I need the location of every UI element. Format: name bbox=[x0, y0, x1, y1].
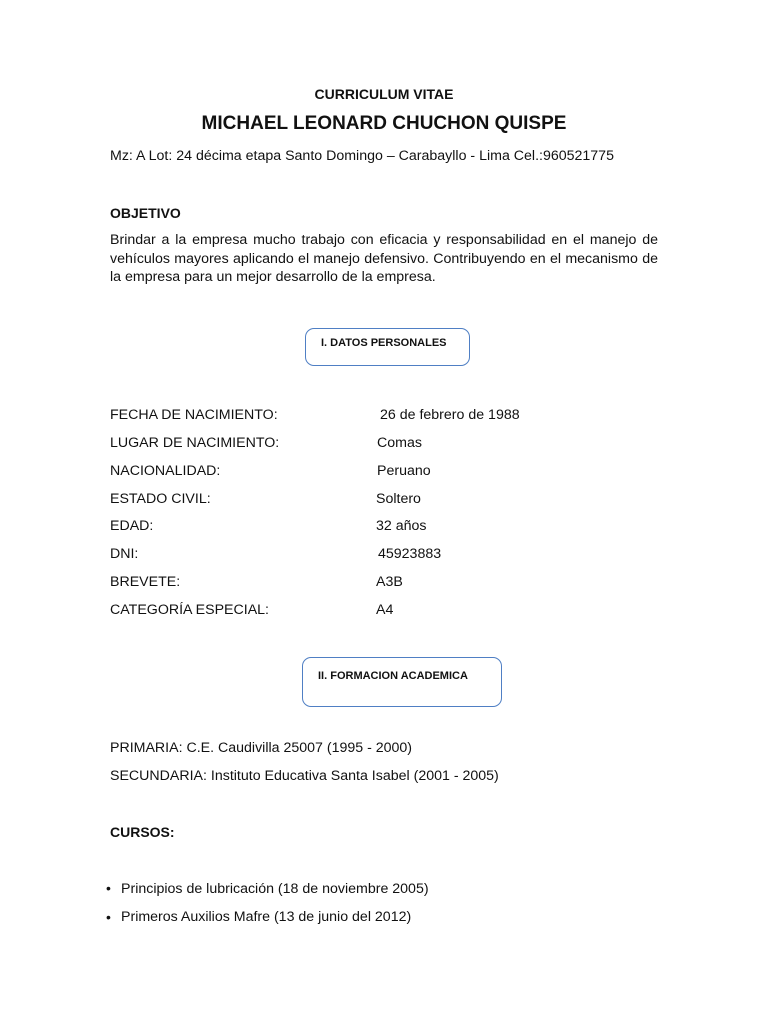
courses-title: CURSOS: bbox=[110, 824, 175, 840]
contact-address: Mz: A Lot: 24 décima etapa Santo Domingo – Carabayllo - Lima Cel.:960521775 bbox=[110, 148, 614, 164]
nationality-label: NACIONALIDAD: bbox=[110, 463, 221, 479]
personal-data-section-box bbox=[305, 328, 470, 366]
course-item: Primeros Auxilios Mafre (13 de junio del 2012) bbox=[121, 909, 412, 925]
candidate-name: MICHAEL LEONARD CHUCHON QUISPE bbox=[201, 113, 567, 134]
document-heading: CURRICULUM VITAE bbox=[314, 86, 454, 102]
personal-data-section-label: I. DATOS PERSONALES bbox=[321, 337, 447, 349]
license-value: A3B bbox=[376, 574, 403, 590]
objective-text: Brindar a la empresa mucho trabajo con eficacia y responsabilidad en el manejo de vehículos mayores aplicando el manejo defensivo. Contribuyendo en el mecanismo de la empresa para un mejor desarrollo de la empresa. bbox=[110, 232, 658, 285]
education-section-box bbox=[302, 657, 502, 707]
secondary-education: SECUNDARIA: Instituto Educativa Santa Isabel (2001 - 2005) bbox=[110, 768, 499, 784]
birthplace-label: LUGAR DE NACIMIENTO: bbox=[110, 435, 280, 451]
primary-education: PRIMARIA: C.E. Caudivilla 25007 (1995 - 2000) bbox=[110, 740, 413, 756]
course-item: Principios de lubricación (18 de noviembre 2005) bbox=[121, 881, 429, 897]
license-label: BREVETE: bbox=[110, 574, 181, 590]
birthdate-value: 26 de febrero de 1988 bbox=[380, 407, 520, 423]
age-value: 32 años bbox=[376, 518, 427, 534]
age-label: EDAD: bbox=[110, 518, 154, 534]
special-category-label: CATEGORÍA ESPECIAL: bbox=[110, 602, 269, 618]
civil-status-value: Soltero bbox=[376, 491, 421, 507]
civil-status-label: ESTADO CIVIL: bbox=[110, 491, 211, 507]
birthdate-label: FECHA DE NACIMIENTO: bbox=[110, 407, 278, 423]
education-section-label: II. FORMACION ACADEMICA bbox=[318, 670, 468, 682]
dni-value: 45923883 bbox=[378, 546, 442, 562]
birthplace-value: Comas bbox=[377, 435, 422, 451]
nationality-value: Peruano bbox=[377, 463, 431, 479]
bullet-icon: • bbox=[106, 880, 111, 896]
objective-title: OBJETIVO bbox=[110, 205, 181, 221]
dni-label: DNI: bbox=[110, 546, 139, 562]
bullet-icon: • bbox=[106, 909, 111, 925]
special-category-value: A4 bbox=[376, 602, 394, 618]
